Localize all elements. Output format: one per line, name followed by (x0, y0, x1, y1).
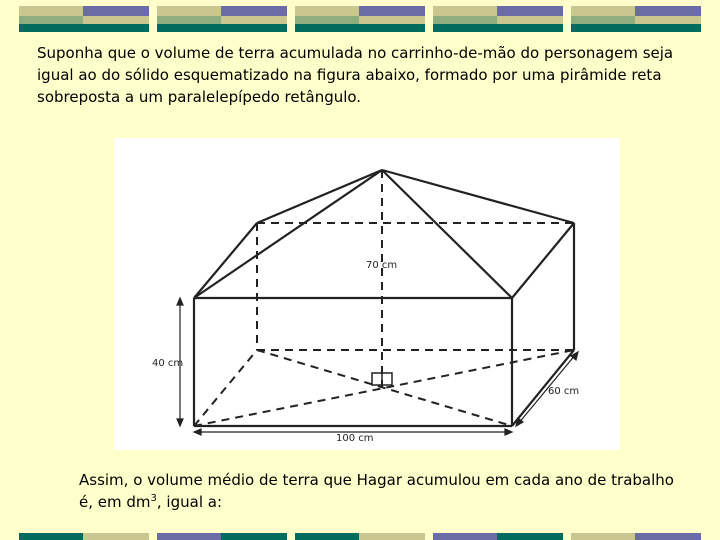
solid-figure (114, 138, 620, 450)
caption-text (79, 469, 679, 513)
base-diagonal-2 (257, 350, 512, 426)
bottom-decorative-band (0, 533, 720, 540)
height-label: 70 cm (366, 260, 398, 271)
band-tile (571, 6, 701, 34)
caption-exponent: 3 (150, 493, 157, 504)
band-tile (571, 533, 701, 540)
band-tile (295, 533, 425, 540)
pyramid-edge-back-left (257, 170, 382, 223)
hidden-left-bottom-edge (194, 350, 257, 426)
pyramid-edge-front-left (194, 170, 382, 298)
band-tile (295, 6, 425, 34)
caption-end: , igual a: (156, 493, 222, 511)
top-decorative-band (0, 6, 720, 34)
band-tile (19, 533, 149, 540)
side-label: 40 cm (152, 358, 184, 369)
right-angle-marker (372, 373, 392, 385)
caption-main: Assim, o volume médio de terra que Hagar acumulou em cada ano de trabalho é, em dm (79, 471, 674, 511)
pyramid-edge-front-right (382, 170, 512, 298)
band-tile (157, 533, 287, 540)
pyramid-edge-back-right (382, 170, 574, 223)
band-tile (433, 6, 563, 34)
right-top-edge (512, 223, 574, 298)
band-tile (19, 6, 149, 34)
band-tile (157, 6, 287, 34)
band-tile (433, 533, 563, 540)
question-paragraph: Suponha que o volume de terra acumulada no carrinho-de-mão do personagem seja igual ao do sólido esquematizado na figura abaixo, formado por uma pirâmide reta sobreposta a um paralelepípedo retângulo. (37, 44, 674, 106)
solid-diagram (114, 138, 620, 450)
width-label: 100 cm (336, 433, 374, 444)
depth-label: 60 cm (548, 386, 580, 397)
question-text (37, 42, 687, 108)
